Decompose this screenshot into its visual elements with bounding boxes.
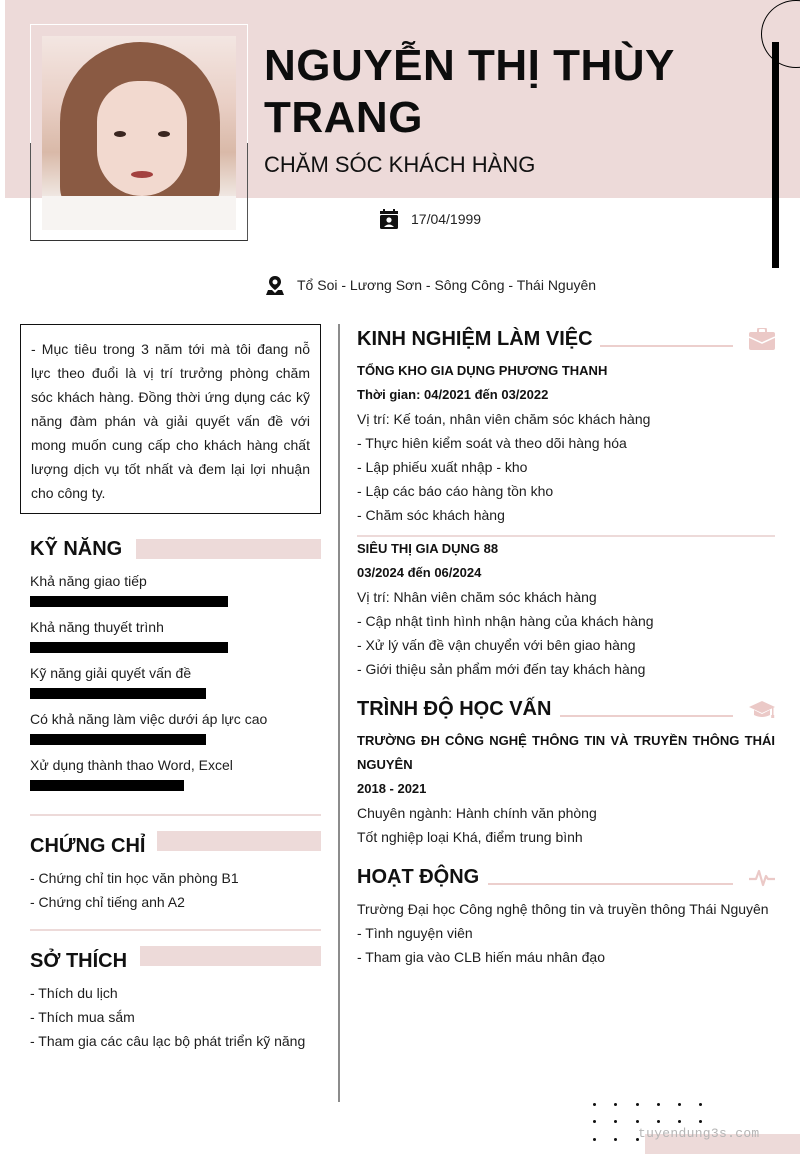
job-duty: - Lập phiếu xuất nhập - kho xyxy=(357,459,528,475)
job-duty: - Lập các báo cáo hàng tồn kho xyxy=(357,483,554,499)
activities-title: HOẠT ĐỘNG xyxy=(357,866,480,888)
company-name: SIÊU THỊ GIA DỤNG 88 xyxy=(357,541,499,556)
skill-level-bar xyxy=(30,688,206,699)
certificate-item: - Chứng chỉ tin học văn phòng B1 xyxy=(30,870,239,886)
experience-title: KINH NGHIỆM LÀM VIỆC xyxy=(357,328,593,350)
job-duty: - Thực hiên kiểm soát và theo dõi hàng hóa xyxy=(357,435,627,451)
education-grade: Tốt nghiệp loại Khá, điểm trung bình xyxy=(357,829,583,845)
address-value: Tổ Soi - Lương Sơn - Sông Công - Thái Nguyên xyxy=(297,277,597,293)
job-period: Thời gian: 04/2021 đến 03/2022 xyxy=(357,387,549,402)
skill-level-bar xyxy=(30,596,228,607)
job-duty: - Cập nhật tình hình nhận hàng của khách hàng xyxy=(357,613,654,629)
job-divider xyxy=(357,535,775,537)
education-title: TRÌNH ĐỘ HỌC VẤN xyxy=(357,698,552,720)
skill-level-bar xyxy=(30,642,228,653)
skill-label: Có khả năng làm việc dưới áp lực cao xyxy=(30,711,268,727)
birthdate-row xyxy=(379,209,481,229)
heartbeat-icon xyxy=(749,868,775,888)
skill-label: Kỹ năng giải quyết vấn đề xyxy=(30,665,192,681)
birthdate-value: 17/04/1999 xyxy=(411,211,482,227)
profile-photo xyxy=(42,36,236,230)
skill-label: Xử dụng thành thao Word, Excel xyxy=(30,757,233,773)
activity-item: - Tham gia vào CLB hiến máu nhân đạo xyxy=(357,949,606,965)
job-duty: - Giới thiệu sản phẩm mới đến tay khách hàng xyxy=(357,661,646,677)
education-major: Chuyên ngành: Hành chính văn phòng xyxy=(357,805,597,821)
hobby-item: - Thích mua sắm xyxy=(30,1009,135,1025)
hobby-item: - Thích du lịch xyxy=(30,985,118,1001)
skills-title: KỸ NĂNG xyxy=(30,538,123,560)
title-underline xyxy=(560,715,733,717)
job-duty: - Xử lý vấn đề vận chuyển với bên giao hàng xyxy=(357,637,636,653)
skills-title-bar xyxy=(136,539,321,559)
school-name: TRƯỜNG ĐH CÔNG NGHỆ THÔNG TIN VÀ TRUYỀN THÔNG THÁI xyxy=(357,733,775,748)
watermark: tuyendung3s.com xyxy=(638,1126,760,1141)
job-period: 03/2024 đến 06/2024 xyxy=(357,565,482,580)
activity-organization: Trường Đại học Công nghệ thông tin và truyền thông Thái Nguyên xyxy=(357,901,769,917)
activity-item: - Tình nguyện viên xyxy=(357,925,473,941)
skill-level-bar xyxy=(30,780,184,791)
career-objective: - Mục tiêu trong 3 năm tới mà tôi đang nỗ lực theo đuổi là vị trí trưởng phòng chăm sóc khách hàng. Đồng thời ứng dụng các kỹ năng đàm phán và giải quyết vấn đề với mong muốn cung cấp cho khách hàng chất lượng dịch vụ tốt nhất và đem lại lợi nhuận cho công ty. xyxy=(20,324,321,514)
graduation-cap-icon xyxy=(749,700,775,720)
hobby-item: - Tham gia các câu lạc bộ phát triển kỹ năng xyxy=(30,1033,306,1049)
column-divider xyxy=(338,324,340,1102)
hobbies-title: SỞ THÍCH xyxy=(30,950,128,972)
school-name-continued: NGUYÊN xyxy=(357,757,413,772)
section-divider xyxy=(30,814,321,816)
education-period: 2018 - 2021 xyxy=(357,781,427,796)
certificate-item: - Chứng chỉ tiếng anh A2 xyxy=(30,894,185,910)
job-position: Vị trí: Kế toán, nhân viên chăm sóc khách hàng xyxy=(357,411,651,427)
address-row xyxy=(265,275,596,295)
title-underline xyxy=(600,345,733,347)
job-title: CHĂM SÓC KHÁCH HÀNG xyxy=(264,152,536,177)
candidate-name: NGUYỄN THỊ THÙY TRANG xyxy=(264,41,675,142)
skill-label: Khả năng giao tiếp xyxy=(30,573,147,589)
map-pin-icon xyxy=(265,275,285,295)
skill-level-bar xyxy=(30,734,206,745)
calendar-user-icon xyxy=(379,209,399,229)
title-underline xyxy=(488,883,733,885)
company-name: TỔNG KHO GIA DỤNG PHƯƠNG THANH xyxy=(357,363,608,378)
briefcase-icon xyxy=(749,328,775,350)
job-duty: - Chăm sóc khách hàng xyxy=(357,507,505,523)
certificates-title-bar xyxy=(157,831,321,851)
hobbies-title-bar xyxy=(140,946,321,966)
certificates-title: CHỨNG CHỈ xyxy=(30,835,146,857)
decorative-vertical-bar xyxy=(772,42,779,268)
section-divider xyxy=(30,929,321,931)
skill-label: Khả năng thuyết trình xyxy=(30,619,164,635)
job-position: Vị trí: Nhân viên chăm sóc khách hàng xyxy=(357,589,597,605)
